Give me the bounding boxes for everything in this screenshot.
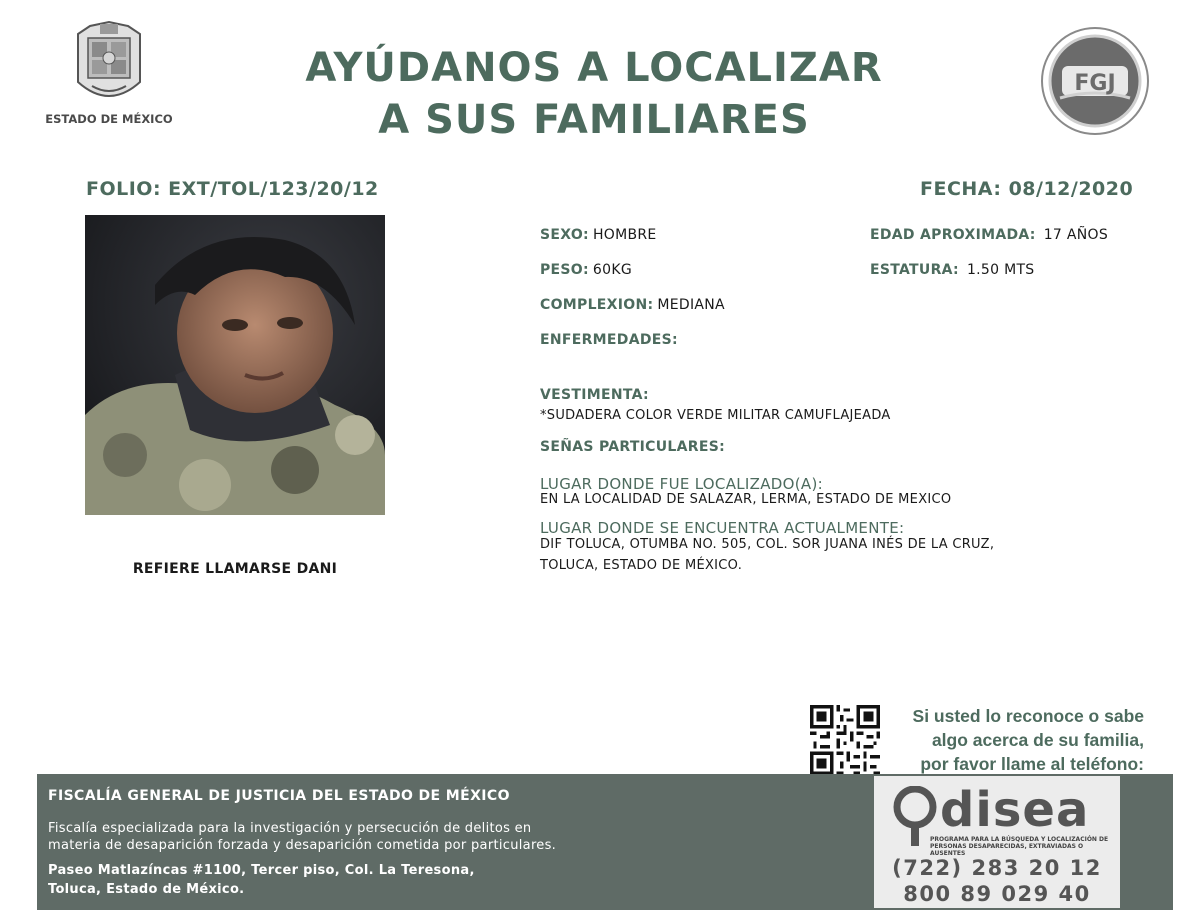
field-estatura xyxy=(870,262,1035,278)
footer-body-line-1: Fiscalía especializada para la investigación y persecución de delitos en xyxy=(48,821,532,836)
field-sexo-value: HOMBRE xyxy=(592,227,657,243)
field-enfermedades xyxy=(540,332,682,348)
title-line-2: A SUS FAMILIARES xyxy=(378,97,810,143)
odisea-wordmark: disea xyxy=(940,782,1090,838)
vestimenta-value: *SUDADERA COLOR VERDE MILITAR CAMUFLAJEADA xyxy=(540,408,891,423)
phone-number-1[interactable]: (722) 283 20 12 xyxy=(892,856,1102,880)
lugar-localizado-value: EN LA LOCALIDAD DE SALAZAR, LERMA, ESTADO DE MEXICO xyxy=(540,492,952,507)
callout-line-2: algo acerca de su familia, xyxy=(931,730,1144,750)
callout-line-1: Si usted lo reconoce o sabe xyxy=(912,706,1144,726)
footer-body-line-2: materia de desaparición forzada y desaparición cometida por particulares. xyxy=(48,838,557,853)
field-peso-value: 60KG xyxy=(592,262,632,278)
person-photo xyxy=(85,215,385,515)
page-title xyxy=(0,42,1188,146)
footer-title: FISCALÍA GENERAL DE JUSTICIA DEL ESTADO DE MÉXICO xyxy=(48,788,510,804)
footer-body xyxy=(48,820,648,854)
field-estatura-label: ESTATURA: xyxy=(870,262,959,278)
field-edad-value: 17 AÑOS xyxy=(1043,227,1109,243)
odisea-subtitle: PROGRAMA PARA LA BÚSQUEDA Y LOCALIZACIÓN DE PERSONAS DESAPARECIDAS, EXTRAVIADAS O AUSENTES xyxy=(930,836,1109,857)
photo-caption: REFIERE LLAMARSE DANI xyxy=(132,561,338,577)
field-estatura-value: 1.50 MTS xyxy=(966,262,1035,278)
field-edad-label: EDAD APROXIMADA: xyxy=(870,227,1036,243)
odisea-box xyxy=(874,776,1120,908)
field-sexo-label: SEXO: xyxy=(540,227,589,243)
odisea-logo xyxy=(874,782,1120,857)
field-peso xyxy=(540,262,632,278)
field-enfermedades-label: ENFERMEDADES: xyxy=(540,332,678,348)
lugar-localizado-label: LUGAR DONDE FUE LOCALIZADO(A): xyxy=(540,475,823,493)
footer-address-line-1: Paseo Matlazíncas #1100, Tercer piso, Col. La Teresona, xyxy=(48,863,475,878)
field-sexo xyxy=(540,227,657,243)
callout-text xyxy=(876,704,1144,776)
lugar-actual-line1: DIF TOLUCA, OTUMBA NO. 505, COL. SOR JUANA INÉS DE LA CRUZ, xyxy=(540,537,995,552)
footer-address-line-2: Toluca, Estado de México. xyxy=(48,882,245,897)
field-complexion-value: MEDIANA xyxy=(657,297,725,313)
footer-address xyxy=(48,861,475,899)
callout-line-3: por favor llame al teléfono: xyxy=(920,754,1144,774)
field-peso-label: PESO: xyxy=(540,262,589,278)
field-edad xyxy=(870,227,1108,243)
fecha: FECHA: 08/12/2020 xyxy=(920,178,1134,200)
lugar-actual-label: LUGAR DONDE SE ENCUENTRA ACTUALMENTE: xyxy=(540,519,905,537)
field-complexion-label: COMPLEXION: xyxy=(540,297,654,313)
vestimenta-label: VESTIMENTA: xyxy=(540,387,649,403)
field-complexion xyxy=(540,297,725,313)
title-line-1: AYÚDANOS A LOCALIZAR xyxy=(305,45,883,91)
lugar-actual-line2: TOLUCA, ESTADO DE MÉXICO. xyxy=(540,558,743,573)
folio: FOLIO: EXT/TOL/123/20/12 xyxy=(86,178,379,200)
phone-number-2[interactable]: 800 89 029 40 xyxy=(903,882,1091,906)
fgj-text: FGJ xyxy=(1074,71,1116,96)
logo-label: ESTADO DE MÉXICO xyxy=(45,112,173,126)
senas-label: SEÑAS PARTICULARES: xyxy=(540,439,725,455)
qr-code-icon[interactable] xyxy=(809,705,881,775)
